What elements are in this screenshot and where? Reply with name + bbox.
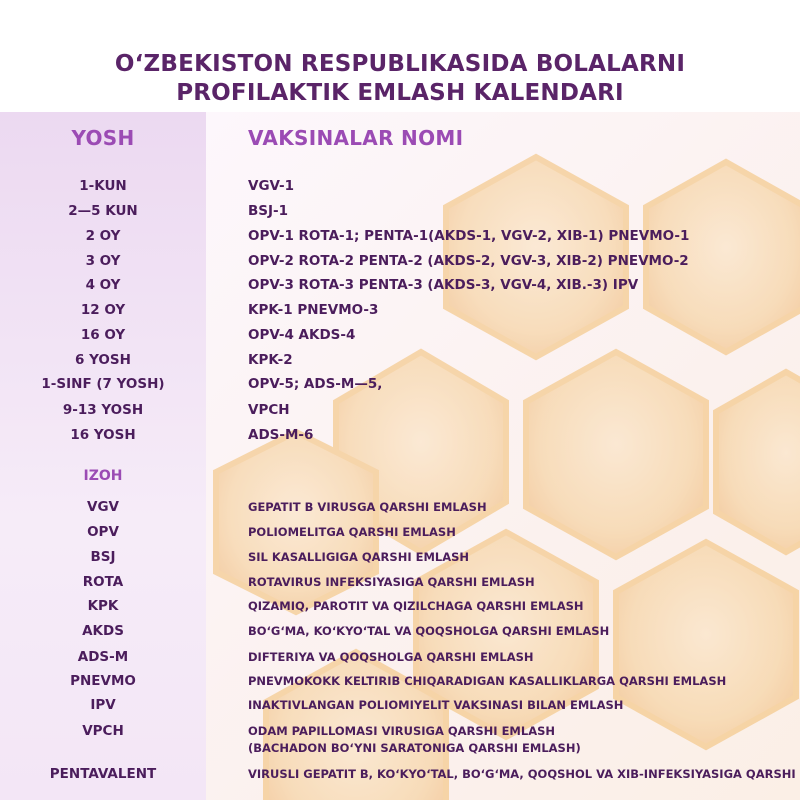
note-description: VIRUSLI GEPATIT B, KO‘KYO‘TAL, BO‘G‘MA, QOQSHOL VA XIB-INFEKSIYASIGA QARSHI [248,767,796,781]
note-description: INAKTIVLANGAN POLIOMIYELIT VAKSINASI BILAN EMLASH [248,698,624,712]
note-description: BO‘G‘MA, KO‘KYO‘TAL VA QOQSHOLGA QARSHI EMLASH [248,624,610,638]
schedule-age: 2 OY [85,228,121,244]
note-row [0,719,800,759]
schedule-row [0,199,800,223]
title-line-1: O‘ZBEKISTON RESPUBLIKASIDA BOLALARNI [114,51,686,77]
note-row [0,594,800,618]
note-row [0,693,800,717]
note-row [0,545,800,569]
schedule-vaccines: BSJ-1 [248,203,289,219]
note-description: SIL KASALLIGIGA QARSHI EMLASH [248,550,470,564]
schedule-row [0,398,800,422]
note-description: DIFTERIYA VA QOQSHOLGA QARSHI EMLASH [248,650,534,664]
schedule-vaccines: OPV-3 ROTA-3 PENTA-3 (AKDS-3, VGV-4, XIB.-3) IPV [248,277,639,293]
note-row [0,619,800,643]
note-abbreviation: PENTAVALENT [49,766,157,782]
schedule-age: 12 OY [80,302,126,318]
note-row [0,570,800,594]
schedule-age: 1-KUN [79,178,127,194]
schedule-vaccines: KPK-1 PNEVMO-3 [248,302,379,318]
note-row [0,762,800,786]
note-description: QIZAMIQ, PAROTIT VA QIZILCHAGA QARSHI EMLASH [248,599,584,613]
schedule-row [0,249,800,273]
schedule-row [0,323,800,347]
schedule-vaccines: OPV-1 ROTA-1; PENTA-1(AKDS-1, VGV-2, XIB-1) PNEVMO-1 [248,228,690,244]
page-title [0,50,800,108]
note-description: POLIOMELITGA QARSHI EMLASH [248,525,456,539]
schedule-age: 16 OY [80,327,126,343]
note-abbreviation: VPCH [82,723,124,739]
note-row [0,669,800,693]
note-description: PNEVMOKOKK KELTIRIB CHIQARADIGAN KASALLIKLARGA QARSHI EMLASH [248,674,727,688]
note-abbreviation: ADS-M [77,649,129,665]
note-abbreviation: ROTA [82,574,124,590]
schedule-vaccines: OPV-4 AKDS-4 [248,327,356,343]
note-description: ROTAVIRUS INFEKSIYASIGA QARSHI EMLASH [248,575,535,589]
age-column-header: YOSH [71,126,135,150]
schedule-vaccines: OPV-5; ADS-M—5, [248,376,383,392]
schedule-row [0,372,800,396]
note-row [0,645,800,669]
schedule-vaccines: KPK-2 [248,352,293,368]
note-abbreviation: OPV [87,524,119,540]
schedule-age: 2—5 KUN [68,203,138,219]
schedule-row [0,224,800,248]
note-description: ODAM PAPILLOMASI VIRUSIGA QARSHI EMLASH [248,724,556,738]
note-abbreviation: PNEVMO [70,673,136,689]
schedule-age: 16 YOSH [70,427,136,443]
schedule-age: 1-SINF (7 YOSH) [41,376,165,392]
title-line-2: PROFILAKTIK EMLASH KALENDARI [176,80,624,106]
schedule-age: 4 OY [85,277,121,293]
schedule-age: 9-13 YOSH [62,402,144,418]
note-row [0,495,800,519]
schedule-vaccines: OPV-2 ROTA-2 PENTA-2 (AKDS-2, VGV-3, XIB-2) PNEVMO-2 [248,253,689,269]
schedule-row [0,174,800,198]
notes-heading: IZOH [83,468,123,484]
schedule-vaccines: VPCH [248,402,290,418]
schedule-age: 3 OY [85,253,121,269]
note-description: GEPATIT B VIRUSGA QARSHI EMLASH [248,500,487,514]
note-abbreviation: AKDS [82,623,124,639]
schedule-row [0,348,800,372]
note-row [0,520,800,544]
schedule-vaccines: ADS-M-6 [248,427,314,443]
schedule-row [0,273,800,297]
note-abbreviation: KPK [87,598,119,614]
vaccine-column-header: VAKSINALAR NOMI [248,126,464,150]
note-description-line-2: (BACHADON BO‘YNI SARATONIGA QARSHI EMLASH) [248,741,581,755]
schedule-age: 6 YOSH [75,352,131,368]
note-abbreviation: IPV [90,697,116,713]
note-abbreviation: VGV [87,499,119,515]
schedule-row [0,423,800,447]
schedule-row [0,298,800,322]
note-abbreviation: BSJ [90,549,116,565]
schedule-vaccines: VGV-1 [248,178,294,194]
